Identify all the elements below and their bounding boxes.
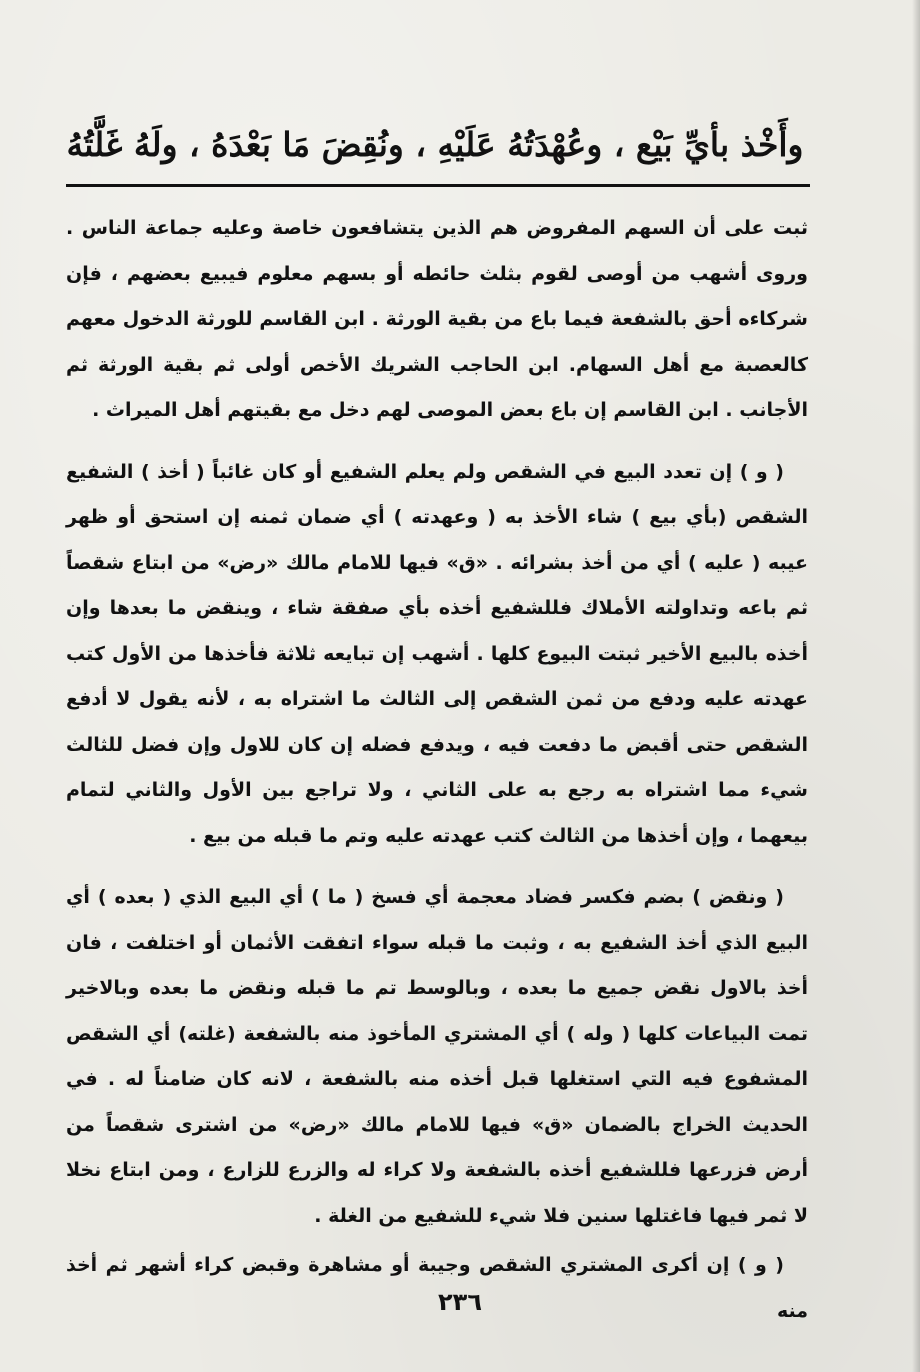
page-number: ٢٣٦ bbox=[438, 1288, 482, 1316]
commentary-body bbox=[66, 206, 808, 1334]
paragraph-3: ( ونقض ) بضم فكسر فضاد معجمة أي فسخ ( ما ) أي البيع الذي ( بعده ) أي البيع الذي أخذ الشفيع به ، وثبت ما قبله سواء اتفقت الأثمان أو اختلفت ، فان أخذ بالاول نقض جميع ما بعده ، وبالوسط تم ما قبله ونقض ما بعده وبالاخير تمت البياعات كلها ( وله ) أي المشتري المأخوذ منه بالشفعة (غلته) أي الشقص المشفوع فيه التي استغلها قبل أخذه منه بالشفعة ، لانه كان ضامناً له . في الحديث الخراج بالضمان «ق» فيها للامام مالك «رض» من اشترى شقصاً من أرض فزرعها فللشفيع أخذه بالشفعة ولا كراء له والزرع للزارع ، ومن ابتاع نخلا لا ثمر فيها فاغتلها سنين فلا شيء للشفيع من الغلة . bbox=[66, 886, 808, 1227]
page-header-verse: وأَخْذ بأيِّ بَيْع ، وعُهْدَتُهُ عَلَيْهِ ، ونُقِضَ مَا بَعْدَهُ ، ولَهُ غَلَّتُهُ bbox=[66, 125, 804, 164]
paragraph-2: ( و ) إن تعدد البيع في الشقص ولم يعلم الشفيع أو كان غائباً ( أخذ ) الشفيع الشقص (بأي بيع ) شاء الأخذ به ( وعهدته ) أي ضمان ثمنه إن استحق أو ظهر عيبه ( عليه ) أي من أخذ بشرائه . «ق» فيها للامام مالك «رض» من ابتاع شقصاً ثم باعه وتداولته الأملاك فللشفيع أخذه بأي صفقة شاء ، وينقض ما بعدها وإن أخذه بالبيع الأخير ثبتت البيوع كلها . أشهب إن تبايعه ثلاثة فأخذها من الأول كتب عهدته عليه ودفع من ثمن الشقص إلى الثالث ما اشتراه به ، لأنه يقول لا أدفع الشقص حتى أقبض ما دفعت فيه ، ويدفع فضله إن كان للاول وإن فضل للثالث شيء مما اشتراه به رجع به على الثاني ، ولا تراجع بين الأول والثاني لتمام بيعهما ، وإن أخذها من الثالث كتب عهدته عليه وتم ما قبله من بيع . bbox=[66, 460, 808, 847]
paragraph-gap bbox=[66, 434, 808, 450]
paragraph-gap bbox=[66, 859, 808, 875]
paragraph-1: ثبت على أن السهم المفروض هم الذين يتشافعون خاصة وعليه جماعة الناس . وروى أشهب من أوصى لقوم بثلث حائطه أو بسهم معلوم فيبيع بعضهم ، فإن شركاءه أحق بالشفعة فيما باع من بقية الورثة . ابن القاسم للورثة الدخول معهم كالعصبة مع أهل السهام. ابن الحاجب الشريك الأخص أولى ثم بقية الورثة ثم الأجانب . ابن القاسم إن باع بعض الموصى لهم دخل مع بقيتهم أهل الميراث . bbox=[66, 217, 808, 421]
paragraph-4: ( و ) إن أكرى المشتري الشقص وجيبة أو مشاهرة وقبض كراء أشهر ثم أخذ منه bbox=[66, 1254, 808, 1322]
page-edge-shadow bbox=[912, 0, 920, 1372]
header-rule bbox=[66, 184, 810, 187]
